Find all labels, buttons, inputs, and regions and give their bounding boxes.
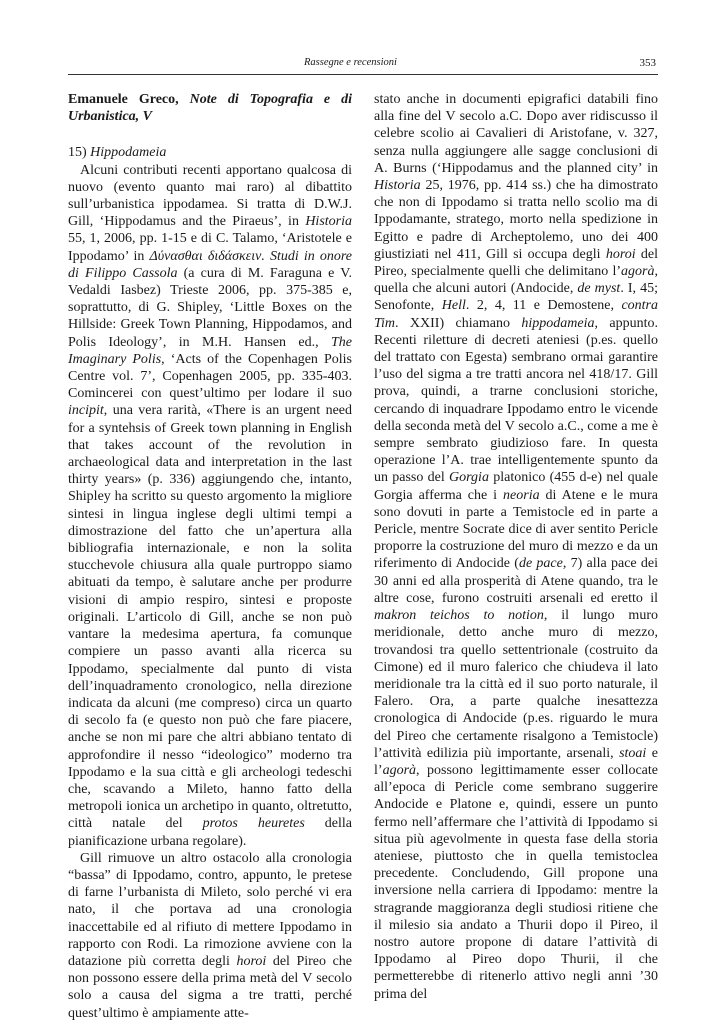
left-column [68, 91, 352, 1022]
right-column [374, 91, 658, 1003]
running-title: Rassegne e recensioni [304, 57, 397, 68]
running-header [68, 57, 658, 71]
paragraph-2: Gill rimuove un altro ostacolo alla cronologia “bassa” di Ippodamo, contro, appunto, le pretese di farne l’urbanista di Mileto, solo perché vi era nato, il che portava ad una cronologia inaccettabile ed al rifiuto di mettere Ippodamo in rapporto con Rodi. La rimozione avviene con la datazione più corretta degli horoi del Pireo che non possono essere della prima metà del V secolo solo a causa del sigma a tre tratti, perché quest’ultimo è ampiamente atte- [68, 850, 352, 1021]
section-heading: 15) Hippodameia [68, 145, 167, 161]
header-rule [68, 74, 658, 75]
paragraph-1: Alcuni contributi recenti apportano qualcosa di nuovo (evento quanto mai raro) al dibattito sull’urbanistica ippodamea. Si tratta di D.W.J. Gill, ‘Hippodamus and the Piraeus’, in Historia 55, 1, 2006, pp. 1-15 e di C. Talamo, ‘Aristotele e Ippodamo’ in Δύνασθαι διδάσκειν. Studi in onore di Filippo Cassola (a cura di M. Faraguna e V. Vedaldi Iasbez) Trieste 2006, pp. 375-385 e, soprattutto, di G. Shipley, ‘Little Boxes on the Hillside: Greek Town Planning, Hippodamos, and Polis Ideology’, in M.H. Hansen ed., The Imaginary Polis, ‘Acts of the Copenhagen Polis Centre vol. 7’, Copenhagen 2005, pp. 335-403. Comincerei con quest’ultimo per lodare il suo incipit, una vera rarità, «There is an urgent need for a syntehsis of Greek town planning in English that takes account of the revolution in archaeological data and interpretation in the last thirty years» (p. 336) aggiungendo che, intanto, Shipley ha scritto su questo argomento la migliore sintesi in lingua inglese degli ultimi tempi a dimostrazione del fatto che un’apertura alla bibliografia internazionale, e non la solita stucchevole chiusura alla quale purtroppo siamo abituati da tempo, è salutare anche per produrre visioni di ampio respiro, sintesi e proposte originali. L’articolo di Gill, anche se non può vantare la medesima apertura, fa comunque compiere un passo avanti alla ricerca su Ippodamo, specialmente dal punto di vista dell’inquadramento cronologico, nella direzione indicata da alcuni (me compreso) circa un quarto di secolo fa (e questo non può che fare piacere, anche se non mi pare che altri abbiano tentato di approfondire il nesso “ideologico” moderno tra Ippodamo e la sua città e gli archeologi tedeschi che, scavando a Mileto, hanno fatto della metropoli ionica un archetipo in quanto, oltretutto, città natale del protos heuretes della pianificazione urbana regolare). [68, 162, 352, 849]
article-title: Emanuele Greco, Note di Topografia e di Urbanistica, V [68, 92, 352, 125]
page-number: 353 [639, 57, 656, 69]
paragraph-3: stato anche in documenti epigrafici databili fino alla fine del V secolo a.C. Dopo aver ridiscusso il celebre scolio ai Cavalieri di Aristofane, v. 327, senza nulla aggiungere alle sagge conclusioni di A. Burns (‘Hippodamus and the planned city’ in Historia 25, 1976, pp. 414 ss.) che ha dimostrato che non di Ippodamo si tratta nello scolio ma di Ippodamante, stratego, morto nella spedizione in Egitto e padre di Archeptolemo, uno dei 400 giustiziati nel 411, Gill si occupa degli horoi del Pireo, specialmente quelli che delimitano l’agorà, quella che alcuni autori (Andocide, de myst. I, 45; Senofonte, Hell. 2, 4, 11 e Demostene, contra Tim. XXII) chiamano hippodameia, appunto. Recenti riletture di decreti ateniesi (p.es. quello del trattato con Egesta) sembrano ormai garantire l’uso del sigma a tre tratti ancora nel 418/17. Gill prova, quindi, a trarne conclusioni storiche, cercando di inquadrare Ippodamo entro le vicende della seconda metà del V secolo a.C., come a me è sempre sembrato giudizioso fare. In questa operazione l’A. trae intelligentemente spunto da un passo del Gorgia platonico (455 d-e) nel quale Gorgia afferma che i neoria di Atene e le mura sono dovuti in parte a Temistocle ed in parte a Pericle, mentre Socrate dice di aver sentito Pericle proporre la costruzione del muro di mezzo e da un riferimento di Andocide (de pace, 7) alla pace dei 30 anni ed alla prosperità di Atene quando, tra le altre cose, furono costruiti arsenali ed eretto il makron teichos to notion, il lungo muro meridionale, detto anche muro di mezzo, trovandosi tra quello settentrionale (costruito da Cimone) ed il muro falerico che chiudeva il lato meridionale tra la città ed il suo porto naturale, il Falero. Ora, a parte qualche inesattezza cronologica di Andocide (p.es. riguardo le mura del Pireo che certamente risalgono a Temistocle) l’attività edilizia più importante, arsenali, stoai e l’agorà, possono legittimamente esser collocate all’epoca di Pericle come sembrano suggerire Andocide e Platone e, quindi, essere un punto fermo nell’affermare che l’attività di Ippodamo si situa più agevolmente in questa fase della storia ateniese, piuttosto che in quella temistoclea precedente. Concludendo, Gill propone una inversione nella carriera di Ippodamo: mentre la stragrande maggioranza degli studiosi ritiene che il milesio sia andato a Thurii dopo il Pireo, il nostro autore propone di datare l’attività di Ippodamo al Pireo dopo Thurii, il che permetterebbe di ritenerlo attivo negli anni ’30 prima del [374, 92, 659, 1002]
